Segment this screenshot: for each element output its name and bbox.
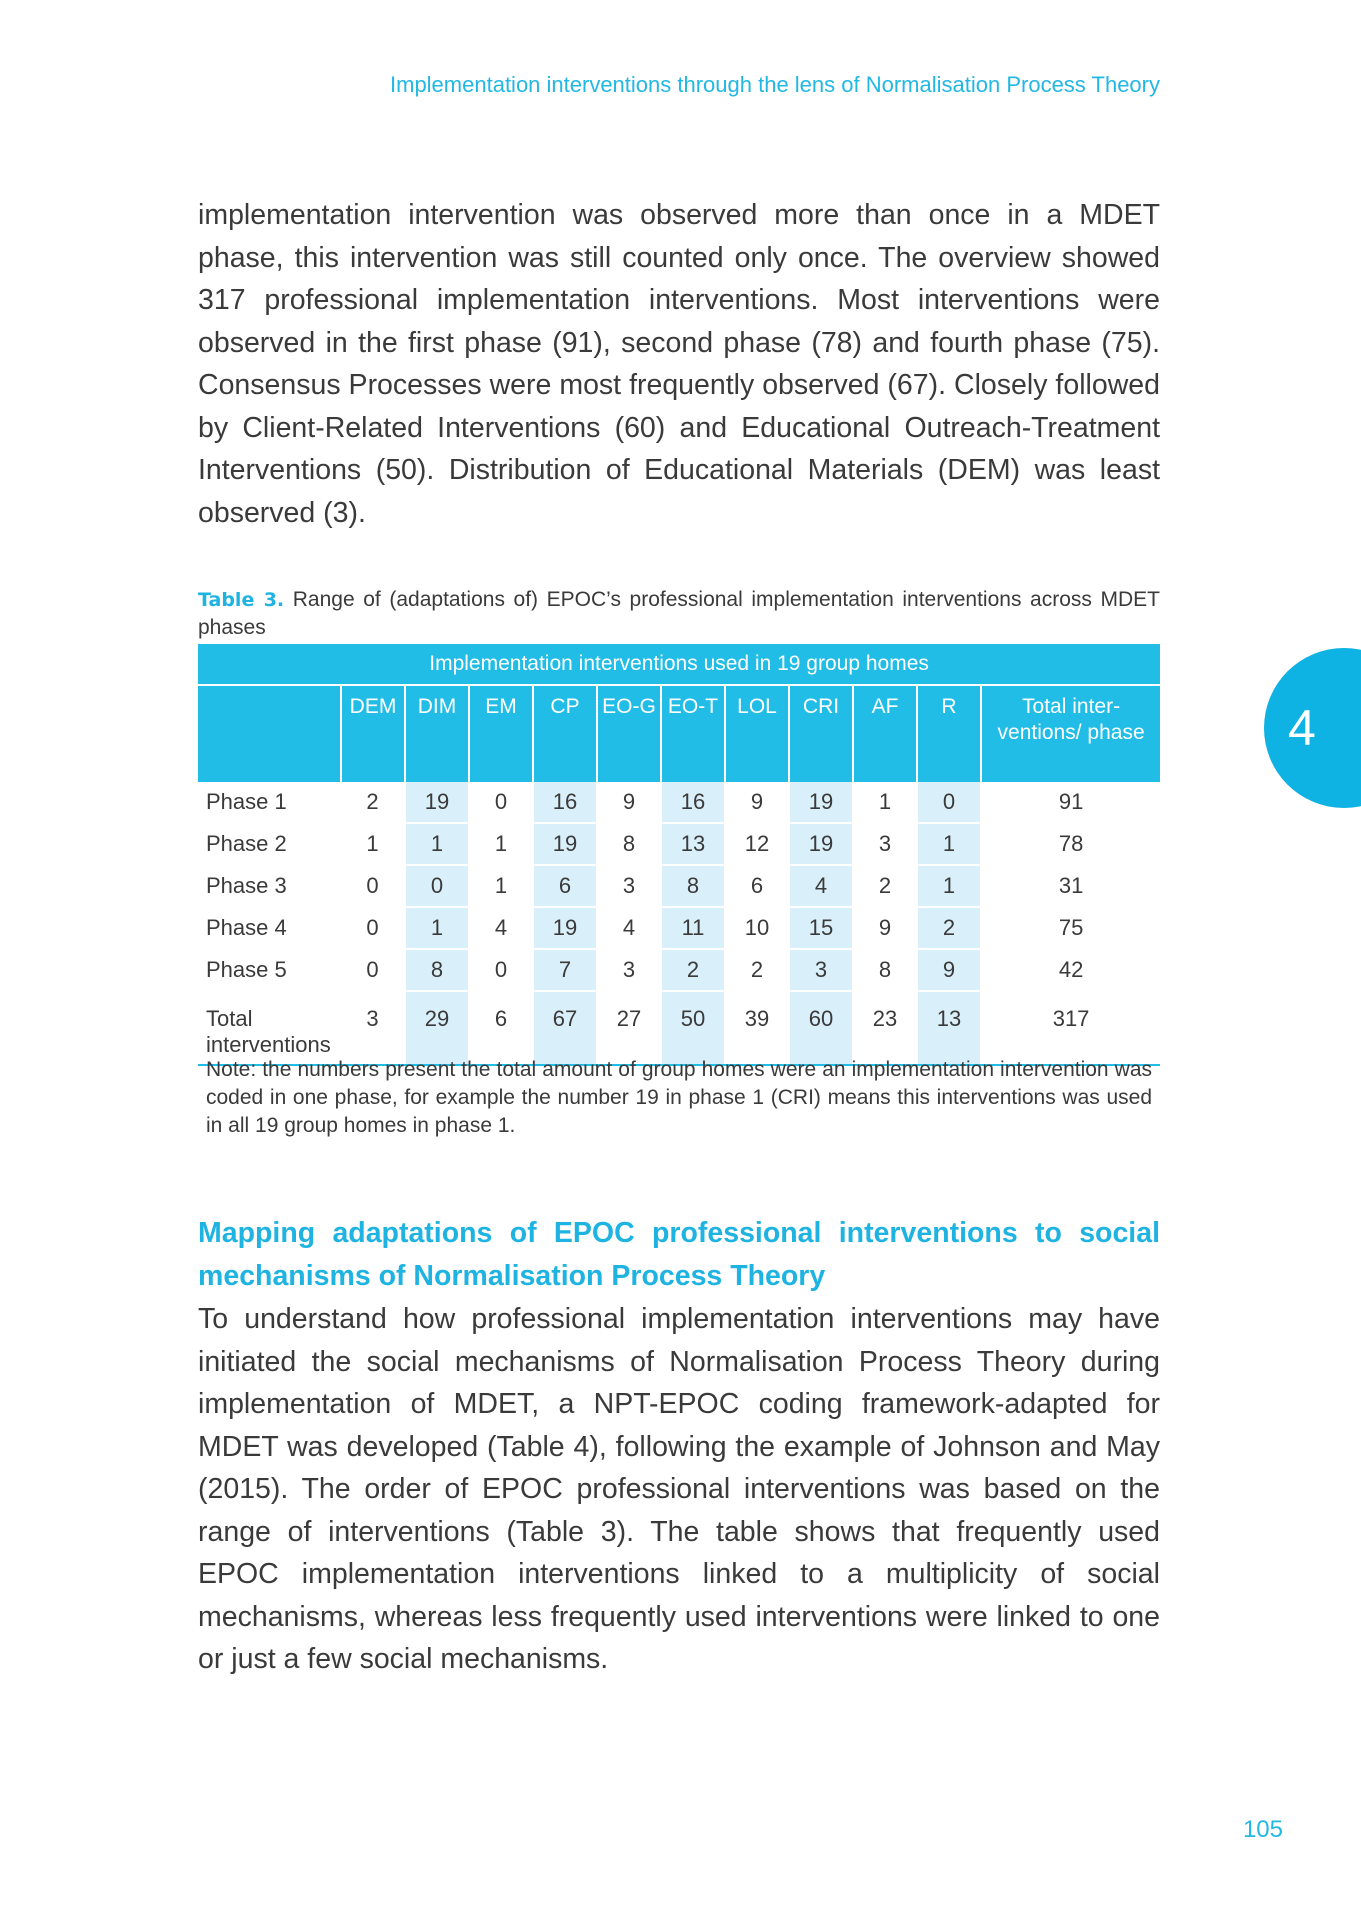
table-cell: 9: [917, 949, 981, 991]
table-row: [198, 865, 1160, 907]
table-cell: 50: [661, 1006, 725, 1065]
table-cell: 2: [725, 949, 789, 991]
table-cell: 0: [405, 865, 469, 907]
intro-paragraph: implementation intervention was observed more than once in a MDET phase, this intervention was still counted only once. The overview showed 317 professional implementation interventions. Most interventions were observed in the first phase (91), second phase (78) and fourth phase (75). Consensus Processes were most frequently observed (67). Closely followed by Client-Related Interventions (60) and Educational Outreach-Treatment Interventions (50). Distribution of Educational Materials (DEM) was least observed (3).: [198, 199, 1160, 529]
row-total: 31: [981, 865, 1160, 907]
column-header: LOL: [725, 685, 789, 782]
table-cell: 19: [789, 782, 853, 823]
table-cell: 8: [597, 823, 661, 865]
table-cell: 27: [597, 1006, 661, 1065]
row-label: Phase 4: [198, 907, 341, 949]
row-total: 91: [981, 782, 1160, 823]
table-cell: 6: [725, 865, 789, 907]
table-cell: 2: [853, 865, 917, 907]
chapter-badge: 4: [1264, 648, 1361, 808]
table-cell: 19: [405, 782, 469, 823]
table-cell: 1: [469, 865, 533, 907]
table-cell: 7: [533, 949, 597, 991]
interventions-table: [198, 644, 1160, 1066]
grand-total: 317: [981, 1006, 1160, 1065]
table-cell: 1: [405, 907, 469, 949]
table-cell: 2: [917, 907, 981, 949]
row-label: Phase 1: [198, 782, 341, 823]
table-cell: 0: [917, 782, 981, 823]
table-cell: 15: [789, 907, 853, 949]
table-cell: 1: [341, 823, 405, 865]
column-header: DEM: [341, 685, 405, 782]
row-label: Phase 3: [198, 865, 341, 907]
table-cell: 3: [853, 823, 917, 865]
table-cell: 6: [533, 865, 597, 907]
table-corner-cell: [198, 685, 341, 782]
table-cell: 0: [341, 865, 405, 907]
table-cell: 0: [341, 907, 405, 949]
total-row-label: Total interventions: [198, 1006, 341, 1065]
table-cell: 8: [853, 949, 917, 991]
table-row: [198, 823, 1160, 865]
table-cell: 3: [597, 949, 661, 991]
table-cell: 0: [469, 949, 533, 991]
table-cell: 1: [917, 823, 981, 865]
table-row: [198, 782, 1160, 823]
column-header: DIM: [405, 685, 469, 782]
table-caption: [198, 586, 1160, 641]
section-heading: Mapping adaptations of EPOC professional interventions to social mechanisms of Normalisation Process Theory: [198, 1217, 1160, 1292]
column-header: EM: [469, 685, 533, 782]
column-header: EO-T: [661, 685, 725, 782]
table-cell: 16: [661, 782, 725, 823]
table-cell: 4: [469, 907, 533, 949]
table-cell: 60: [789, 1006, 853, 1065]
table-cell: 23: [853, 1006, 917, 1065]
table-cell: 3: [341, 1006, 405, 1065]
table-cell: 29: [405, 1006, 469, 1065]
table-cell: 2: [661, 949, 725, 991]
table-cell: 1: [405, 823, 469, 865]
table-cell: 12: [725, 823, 789, 865]
column-header: CP: [533, 685, 597, 782]
table-cell: 0: [341, 949, 405, 991]
table-cell: 19: [789, 823, 853, 865]
column-header: R: [917, 685, 981, 782]
column-header: CRI: [789, 685, 853, 782]
table-row: [198, 907, 1160, 949]
table-cell: 19: [533, 907, 597, 949]
table-cell: 2: [341, 782, 405, 823]
row-total: 42: [981, 949, 1160, 991]
table-row: [198, 949, 1160, 991]
column-header: EO-G: [597, 685, 661, 782]
table-cell: 9: [853, 907, 917, 949]
row-total: 78: [981, 823, 1160, 865]
table-cell: 10: [725, 907, 789, 949]
table-cell: 8: [405, 949, 469, 991]
table-group-header: Implementation interventions used in 19 group homes: [198, 644, 1160, 685]
table-cell: 0: [469, 782, 533, 823]
column-header: AF: [853, 685, 917, 782]
running-header: Implementation interventions through the lens of Normalisation Process Theory: [390, 72, 1160, 97]
page-number: 105: [1242, 1816, 1283, 1843]
table-cell: 9: [725, 782, 789, 823]
table-cell: 67: [533, 1006, 597, 1065]
table-cell: 16: [533, 782, 597, 823]
row-label: Phase 2: [198, 823, 341, 865]
table-caption-text: Range of (adaptations of) EPOC’s professional implementation interventions across MDET phases: [198, 588, 1160, 639]
table-cell: 3: [597, 865, 661, 907]
table-cell: 1: [853, 782, 917, 823]
table-cell: 6: [469, 1006, 533, 1065]
table-cell: 39: [725, 1006, 789, 1065]
table-cell: 19: [533, 823, 597, 865]
row-label: Phase 5: [198, 949, 341, 991]
table-cell: 13: [917, 1006, 981, 1065]
table-cell: 1: [469, 823, 533, 865]
section-paragraph: To understand how professional implementation interventions may have initiated the social mechanisms of Normalisation Process Theory during implementation of MDET, a NPT-EPOC coding framework-adapted for MDET was developed (Table 4), following the example of Johnson and May (2015). The order of EPOC professional interventions was based on the range of interventions (Table 3). The table shows that frequently used EPOC implementation interventions linked to a multiplicity of social mechanisms, whereas less frequently used interventions were linked to one or just a few social mechanisms.: [198, 1303, 1160, 1675]
table-cell: 8: [661, 865, 725, 907]
table-cell: 11: [661, 907, 725, 949]
table-spacer-row: [198, 991, 1160, 1006]
table-caption-label: Table 3.: [198, 589, 285, 611]
table-cell: 13: [661, 823, 725, 865]
total-column-header: Total inter-ventions/ phase: [981, 685, 1160, 782]
table-note: Note: the numbers present the total amount of group homes were an implementation intervention was coded in one phase, for example the number 19 in phase 1 (CRI) means this interventions was used in all 19 group homes in phase 1.: [206, 1058, 1152, 1137]
table-cell: 4: [597, 907, 661, 949]
table-cell: 4: [789, 865, 853, 907]
table-cell: 1: [917, 865, 981, 907]
table-cell: 3: [789, 949, 853, 991]
row-total: 75: [981, 907, 1160, 949]
table-cell: 9: [597, 782, 661, 823]
